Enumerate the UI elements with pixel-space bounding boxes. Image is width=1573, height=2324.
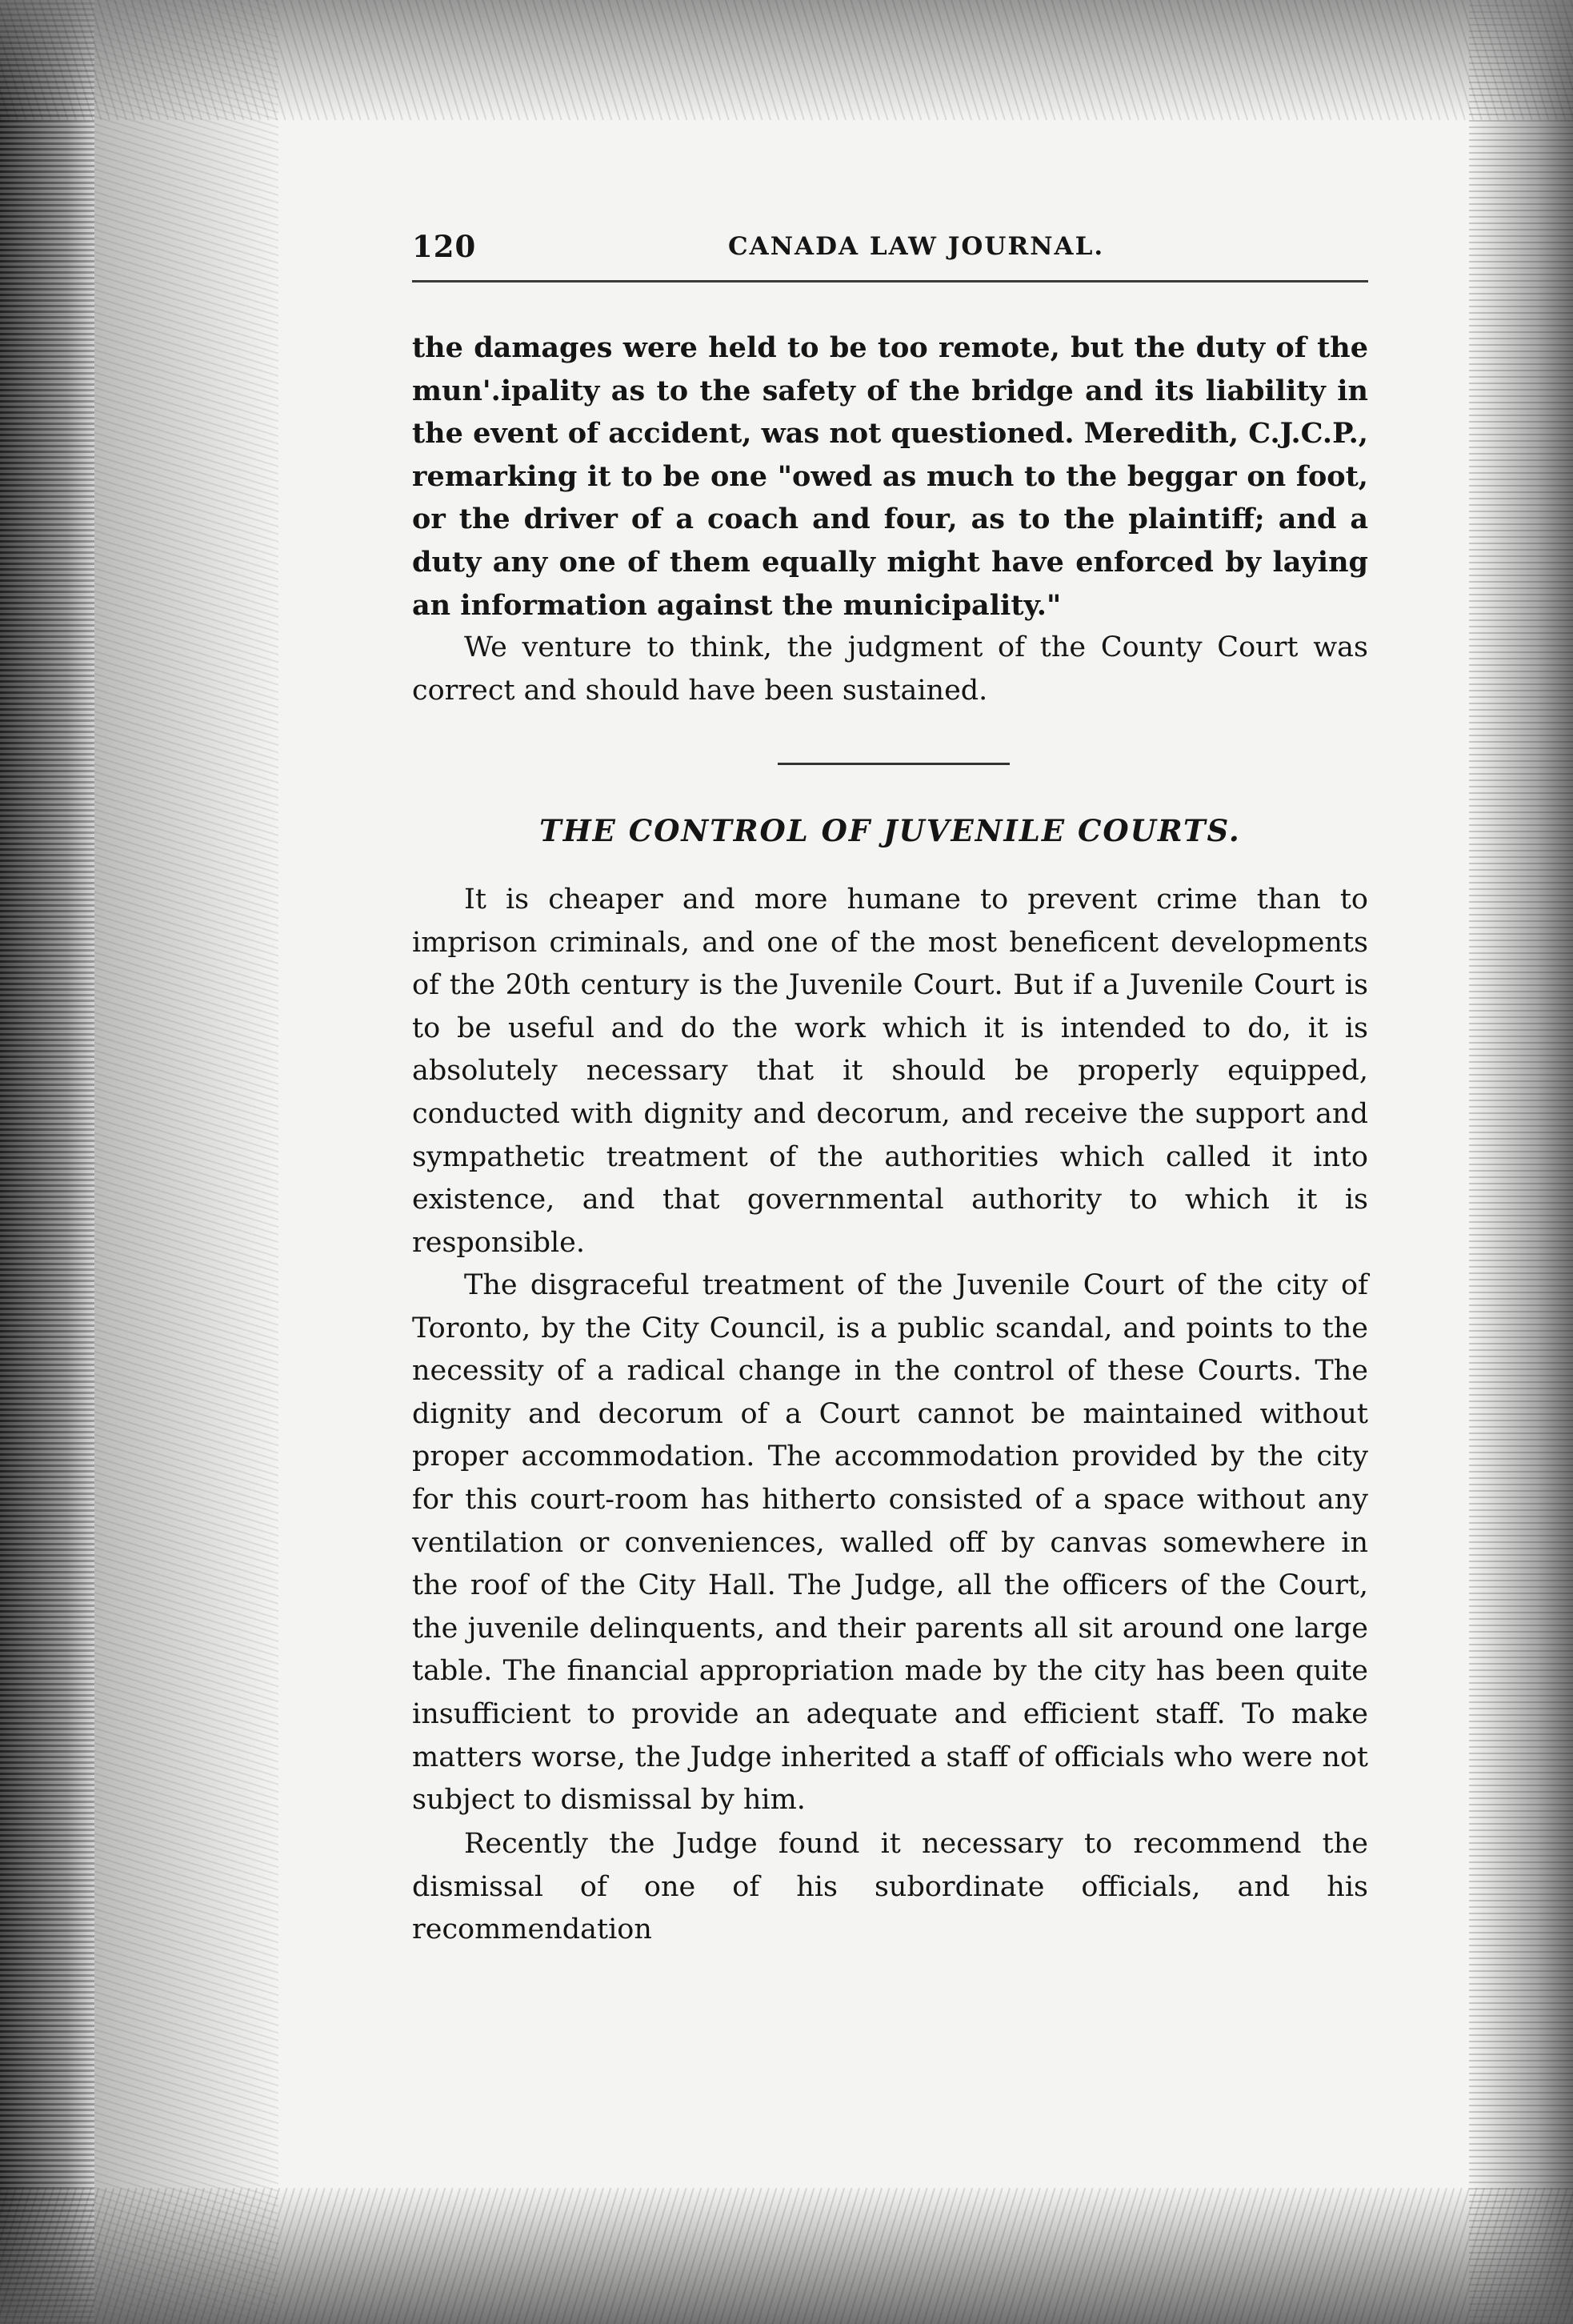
scan-edge-right	[1469, 0, 1573, 2324]
paragraph: The disgraceful treatment of the Juvenile Court of the city of Toronto, by the City Council, is a public scandal, and points to the necessity of a radical change in the control of these Courts. The dignity and decorum of a Court cannot be maintained without proper accommodation. The accommodation provided by the city for this court-room has hitherto consisted of a space without any ventilation or conveniences, walled off by canvas somewhere in the roof of the City Hall. The Judge, all the officers of the Court, the juvenile delinquents, and their parents all sit around one large table. The financial appropriation made by the city has been quite insufficient to provide an adequate and efficient staff. To make matters worse, the Judge inherited a staff of officials who were not subject to dismissal by him.	[412, 1269, 1368, 1817]
header-rule	[412, 280, 1368, 282]
section-heading: THE CONTROL OF JUVENILE COURTS.	[539, 813, 1241, 848]
scan-noise-left	[94, 0, 278, 2324]
paragraph: It is cheaper and more humane to prevent crime than to imprison criminals, and one of the most beneficent developments of the 20th century is the Juvenile Court. But if a Juvenile Court is to be useful and do the work which it is intended to do, it is absolutely necessary that it should be properly equipped, conducted with dignity and decorum, and receive the support and sympathetic treatment of the authorities which called it into existence, and that governmental authority to which it is responsible.	[412, 884, 1368, 1259]
running-head	[412, 229, 1368, 277]
scan-edge-top	[0, 0, 1573, 120]
scan-binding-shadow	[0, 0, 94, 2324]
paragraph: the damages were held to be too remote, but the duty of the mun'.ipality as to the safety of the bridge and its liability in the event of accident, was not questioned. Meredith, C.J.C.P., remarking it to be one "owed as much to the beggar on foot, or the driver of a coach and four, as to the plaintiff; and a duty any one of them equally might have enforced by laying an information against the municipality."	[412, 331, 1368, 622]
paragraph: We venture to think, the judgment of the County Court was correct and should have been sustained.	[412, 631, 1368, 707]
paragraph: Recently the Judge found it necessary to recommend the dismissal of one of his subordinate officials, and his recommendation	[412, 1828, 1368, 1946]
section-divider	[778, 763, 1010, 765]
journal-title: CANADA LAW JOURNAL.	[728, 232, 1105, 261]
page-number: 120	[412, 229, 477, 264]
scan-edge-bottom	[0, 2188, 1573, 2324]
